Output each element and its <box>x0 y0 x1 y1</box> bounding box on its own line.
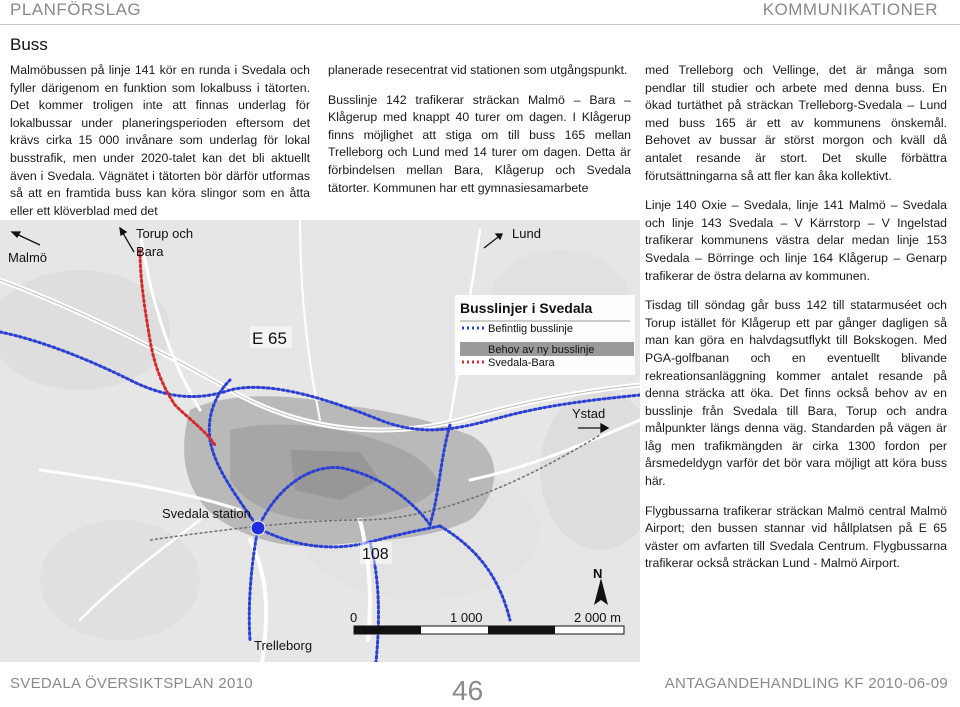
map-legend <box>455 295 635 375</box>
legend-title: Busslinjer i Svedala <box>460 300 593 316</box>
svedala-station-marker <box>251 521 265 535</box>
map-label-station: Svedala station <box>162 506 251 521</box>
header-section-title: PLANFÖRSLAG <box>10 0 142 19</box>
scale-label-0: 0 <box>350 610 358 625</box>
paragraph: Malmöbussen på linje 141 kör en runda i Svedala och fyller därigenom en funktion som lokalbuss i tätorten. Det kommer troligen inte att finnas underlag för lokalbussar under planeringsperioden eftersom det krävs cirka 15 000 invånare som underlag för lokal busstrafik, men under 2020-talet kan det bli aktuellt även i Svedala. Vägnätet i tätorten bör därför utformas så att en framtida buss kan köra slingor som en åtta eller ett klöverblad med det <box>10 63 310 218</box>
svg-text:N: N <box>593 566 603 581</box>
map-label-trelleborg: Trelleborg <box>254 638 313 653</box>
paragraph: med Trelleborg och Vellinge, det är många som pendlar till studier och arbete med denna buss. En ökad turtäthet på sträckan Trelleborg-Svedala – Lund med buss 165 är ett av kommunens önskemål. Behovet av bussar är störst morgon och kväll då antalet resande är stort. Det skulle förbättra förutsättningarna så att fler kan åka kollektivt. <box>645 63 947 183</box>
map-label-e65: E 65 <box>252 329 287 348</box>
paragraph: Tisdag till söndag går buss 142 till statarmuséet och Torup istället för Klågerup ett par gånger dagligen så man kan göra en halvdagsutflykt till Bokskogen. Med PGA-golfbanan och en eventuellt blivande rekreationsanläggning kommer antalet resande på denna sträcka att öka. Det finns också behov av en busslinje från Svedala till Bara, Torup och andra målpunkter längs denna väg. Standarden på vägen är låg men trafikmängden är cirka 1300 fordon per årsmedeldygn varför det bör vara möjligt att köra buss här. <box>645 298 947 489</box>
legend-needed-line: Behov av ny busslinje <box>488 344 595 356</box>
header-divider <box>0 24 960 25</box>
map-label-torup: Torup och <box>136 226 194 241</box>
paragraph: Busslinje 142 trafikerar sträckan Malmö – Bara – Klågerup med knappt 40 turer om dagen. I Klågerup finns möjlighet att stiga om till buss 165 mellan Trelleborg och Lund med 14 turer om dagen. Detta är förbindelsen mellan Bara, Klågerup och Svedala tätorter. Kommunen har ett gymnasiesamarbete <box>328 92 631 195</box>
map-label-bara: Bara <box>136 244 164 259</box>
scale-label-2000: 2 000 m <box>574 610 621 625</box>
legend-needed-route: Svedala-Bara <box>488 357 555 369</box>
header-chapter-title: KOMMUNIKATIONER <box>762 0 938 19</box>
footer-plan-title: SVEDALA ÖVERSIKTSPLAN 2010 <box>10 675 253 692</box>
text-column-3 <box>645 62 947 585</box>
paragraph: Linje 140 Oxie – Svedala, linje 141 Malmö – Svedala och linje 143 Svedala – V Kärrstorp – V Ingelstad trafikerar kommunens västra delar medan linje 153 Svedala – Börringe och linje 164 Klågerup – Genarp trafikerar de östra delarna av kommunen. <box>645 198 947 283</box>
map-label-malmo: Malmö <box>8 250 48 265</box>
map-label-road-108: 108 <box>362 546 389 563</box>
text-column-1 <box>10 62 310 232</box>
text-column-2 <box>328 62 631 209</box>
map-label-lund: Lund <box>512 226 541 241</box>
page-number: 46 <box>452 675 484 706</box>
bus-lines-map <box>0 220 640 662</box>
section-title: Buss <box>10 35 48 54</box>
scale-label-1000: 1 000 <box>450 610 483 625</box>
footer-document-status: ANTAGANDEHANDLING KF 2010-06-09 <box>664 675 948 692</box>
paragraph: Flygbussarna trafikerar sträckan Malmö central Malmö Airport; den bussen stannar vid hållplatsen på E 65 väster om avfarten till Svedala Centrum. Flygbussarna trafikerar också sträckan Lund - Malmö Airport. <box>645 503 947 571</box>
legend-existing-line: Befintlig busslinje <box>488 323 573 335</box>
paragraph: planerade resecentrat vid stationen som utgångspunkt. <box>328 63 628 77</box>
map-label-ystad: Ystad <box>572 406 606 421</box>
